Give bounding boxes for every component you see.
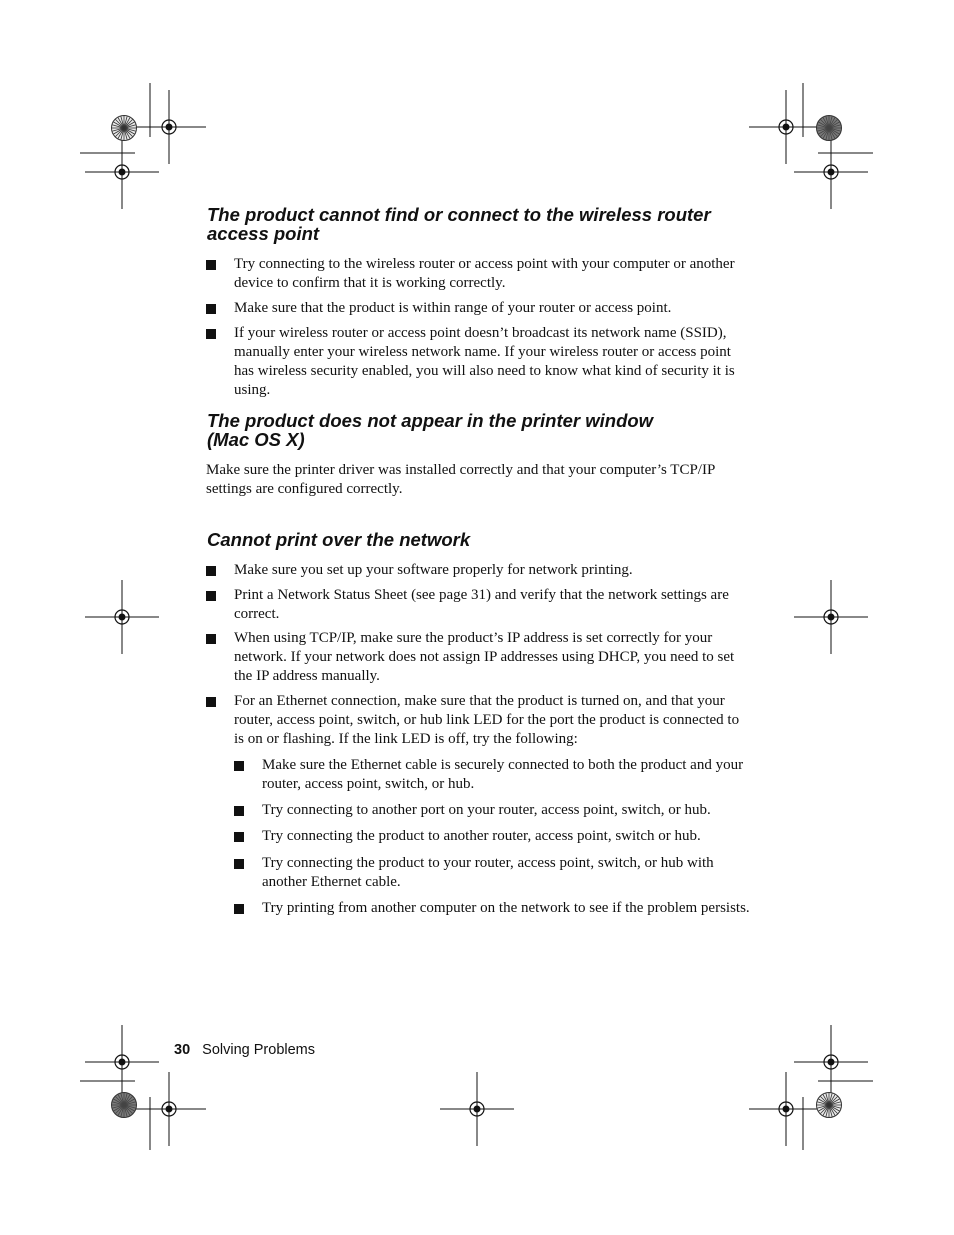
list-item: If your wireless router or access point doesn’t broadcast its network name (SSID), manually enter your wireless network name. If your wireless router or access point has wireless security enabled, you will also need to know what kind of security it is using. — [206, 324, 751, 400]
starburst-target-icon — [112, 1093, 137, 1118]
crosshair-registration-mark-icon — [794, 135, 868, 209]
list-item: Print a Network Status Sheet (see page 31) and verify that the network settings are correct. — [206, 586, 751, 624]
section-heading-wireless-connect: The product cannot find or connect to the wireless router access point — [207, 204, 711, 244]
footer-section-title: Solving Problems — [202, 1042, 315, 1058]
sub-list-item: Try connecting the product to your router, access point, switch, or hub with another Ethernet cable. — [234, 854, 751, 892]
sub-list-item: Try connecting the product to another router, access point, switch or hub. — [234, 827, 751, 846]
sub-list-item: Try connecting to another port on your router, access point, switch, or hub. — [234, 801, 751, 820]
page-number: 30 — [174, 1042, 191, 1058]
section-heading-printer-window: The product does not appear in the printer window (Mac OS X) — [207, 410, 654, 450]
crosshair-registration-mark-icon — [749, 90, 823, 164]
list-item: Try connecting to the wireless router or access point with your computer or another device to confirm that it is working correctly. — [206, 255, 751, 293]
crosshair-registration-mark-icon — [85, 1025, 159, 1099]
list-item: Make sure that the product is within range of your router or access point. — [206, 299, 751, 318]
sub-list-item: Try printing from another computer on the network to see if the problem persists. — [234, 899, 751, 918]
section-heading-network-print: Cannot print over the network — [207, 529, 471, 550]
crosshair-registration-mark-icon — [749, 1072, 823, 1146]
crosshair-registration-mark-icon — [794, 1025, 868, 1099]
list-item: Make sure you set up your software properly for network printing. — [206, 561, 751, 580]
starburst-target-icon — [817, 116, 842, 141]
sub-list-item: Make sure the Ethernet cable is securely connected to both the product and your router, access point, switch, or hub. — [234, 756, 751, 794]
crosshair-registration-mark-icon — [440, 1072, 514, 1146]
crosshair-registration-mark-icon — [794, 580, 868, 654]
crosshair-registration-mark-icon — [85, 580, 159, 654]
list-item: For an Ethernet connection, make sure that the product is turned on, and that your router, access point, switch, or hub link LED for the port the product is connected to is on or flashing. If the link LED is off, try the following: — [206, 692, 751, 749]
starburst-target-icon — [817, 1093, 842, 1118]
crosshair-registration-mark-icon — [85, 135, 159, 209]
section-paragraph: Make sure the printer driver was installed correctly and that your computer’s TCP/IP settings are configured correctly. — [206, 462, 715, 497]
crosshair-registration-mark-icon — [132, 90, 206, 164]
starburst-target-icon — [112, 116, 137, 141]
list-item: When using TCP/IP, make sure the product’s IP address is set correctly for your network. If your network does not assign IP addresses using DHCP, you need to set the IP address manually. — [206, 629, 751, 686]
crosshair-registration-mark-icon — [132, 1072, 206, 1146]
